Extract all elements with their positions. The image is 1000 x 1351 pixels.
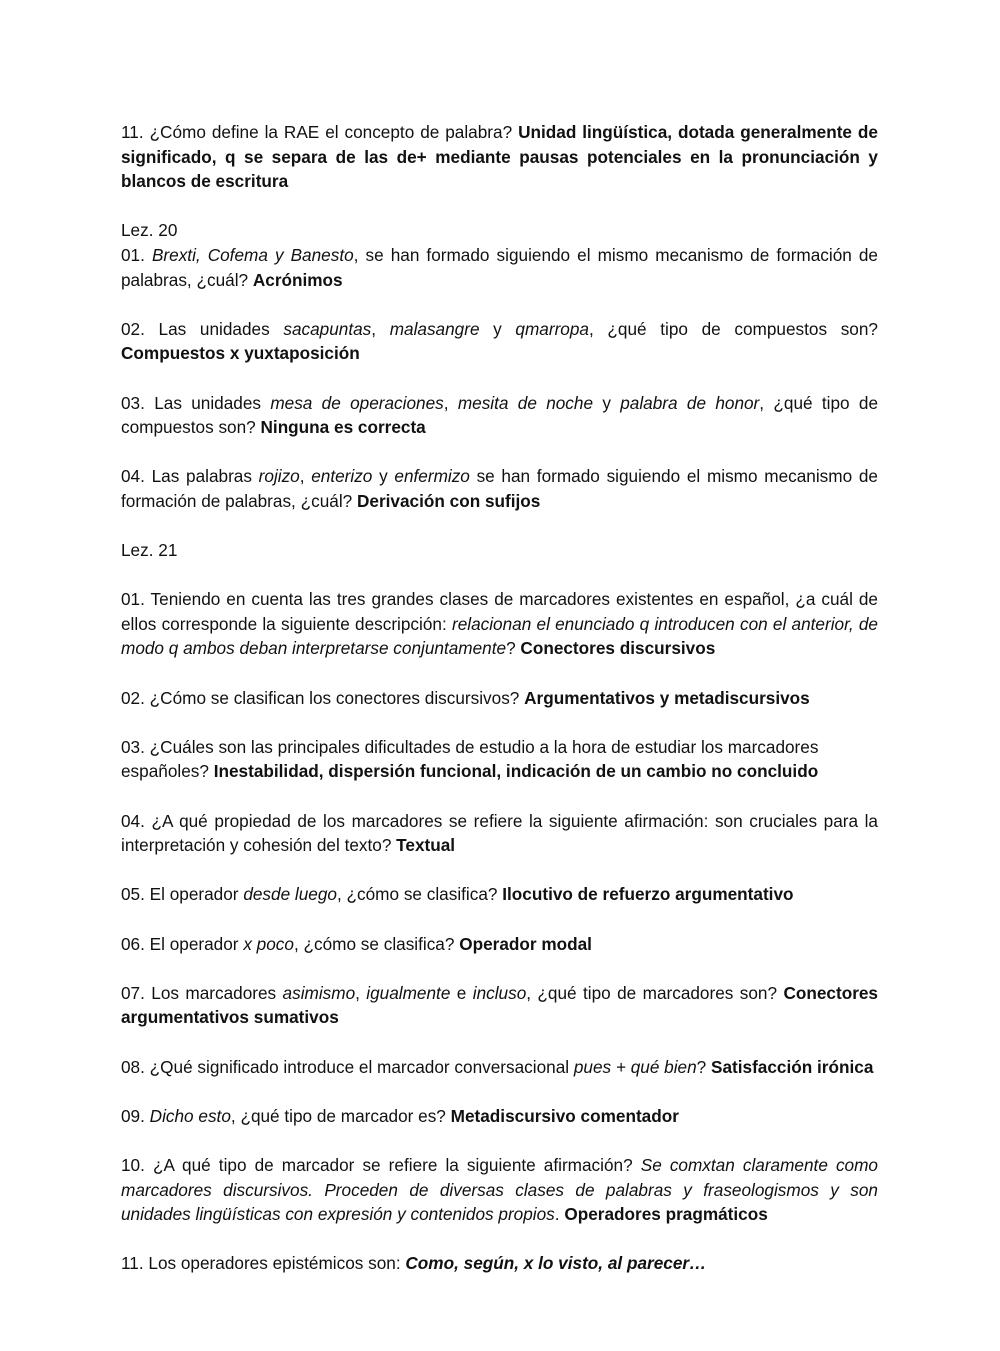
separator: e [450,982,473,1003]
question-text: ¿Cómo define la RAE el concepto de palabra? [149,122,519,142]
question-text: , ¿cómo se clasifica? [293,933,460,954]
question-text: 05. El operador [121,884,244,905]
question-text: , ¿qué tipo de marcadores son? [526,982,784,1003]
question-paragraph [121,120,878,194]
section-heading: Lez. 21 [121,540,178,561]
question-paragraph [121,243,878,292]
document-body [121,120,878,1301]
separator: y [479,318,516,339]
italic-term: igualmente [366,982,451,1003]
answer-text: Inestabilidad, dispersión funcional, indicación de un cambio no concluido [213,761,819,782]
italic-term: Brexti, Cofema y Banesto [151,244,354,265]
question-text: 10. ¿A qué tipo de marcador se refiere la siguiente afirmación? [121,1154,641,1175]
italic-term: qmarropa [515,318,589,339]
question-text: 07. Los marcadores [121,982,283,1003]
question-text: , ¿cómo se clasifica? [336,884,503,905]
question-paragraph [121,882,878,907]
answer-text: Operadores pragmáticos [564,1204,768,1225]
question-text: , ¿qué tipo de compuestos son? [588,318,878,339]
question-text: 02. ¿Cómo se clasifican los conectores discursivos? [121,687,525,708]
question-paragraph [121,464,878,513]
question-paragraph [121,686,878,711]
question-number: 01. [121,244,152,265]
section-heading: Lez. 20 [121,220,178,241]
question-text: ? [696,1056,711,1077]
answer-text: Como, según, x lo visto, al parecer… [405,1253,707,1274]
answer-text: Acrónimos [252,269,343,290]
answer-text: Textual [396,835,456,856]
italic-term: mesita de noche [457,392,594,413]
question-paragraph [121,1153,878,1227]
question-text: 03. ¿Cuáles son las principales dificultades de estudio a la hora de estudiar los marcadores españoles? [121,736,819,782]
italic-term: rojizo [258,466,300,487]
question-text: 01. Teniendo en cuenta las tres grandes clases de marcadores existentes en español, ¿a cuál de ellos corresponde la siguiente descripción: [121,589,878,634]
italic-term: desde luego [243,884,337,905]
answer-text: Ilocutivo de refuerzo argumentativo [502,884,794,905]
question-text: se han formado siguiendo el mismo mecanismo de formación de palabras, ¿cuál? [121,466,878,511]
italic-quote: Se comxtan claramente como marcadores discursivos. Proceden de diversas clases de palabras y fraseologismos y son unidades lingüísticas con expresión y contenidos propios [121,1154,878,1225]
answer-text: Operador modal [459,933,592,954]
italic-term: pues + qué bien [573,1056,697,1077]
answer-text: Satisfacción irónica [711,1056,874,1077]
question-paragraph [121,317,878,366]
italic-term: enfermizo [394,466,470,487]
answer-text: Ninguna es correcta [260,417,426,438]
question-text: , ¿qué tipo de marcador es? [230,1105,451,1126]
separator: , [355,982,367,1003]
question-paragraph [121,391,878,440]
answer-text: Conectores discursivos [520,638,716,659]
question-paragraph [121,1055,878,1080]
question-text: 08. ¿Qué significado introduce el marcador conversacional [121,1056,574,1077]
italic-term: enterizo [311,466,373,487]
separator: , [299,466,312,487]
separator: , [371,318,390,339]
italic-term: palabra de honor [620,392,760,413]
question-paragraph [121,932,878,957]
italic-term: sacapuntas [283,318,372,339]
italic-term: incluso [472,982,527,1003]
question-text: 03. Las unidades [121,392,271,413]
separator: y [372,466,395,487]
question-text: 04. Las palabras [121,466,259,487]
answer-text: Unidad lingüística, dotada generalmente de significado, q se separa de las de+ mediante pausas potenciales en la pronunciación y blancos de escritura [121,122,878,192]
italic-term: mesa de operaciones [270,392,444,413]
question-paragraph [121,735,878,784]
answer-text: Conectores argumentativos sumativos [121,982,878,1028]
question-text: ? [506,638,521,659]
question-text: 06. El operador [121,933,244,954]
italic-term: Dicho esto [149,1105,231,1126]
separator: y [593,392,621,413]
separator: , [443,392,458,413]
answer-text: Compuestos x yuxtaposición [121,343,360,364]
question-text: , se han formado siguiendo el mismo mecanismo de formación de palabras, ¿cuál? [121,244,878,290]
italic-term: asimismo [282,982,356,1003]
question-paragraph [121,587,878,661]
question-paragraph [121,981,878,1030]
question-number: 11. [121,122,150,142]
question-paragraph [121,1251,878,1276]
question-text: 04. ¿A qué propiedad de los marcadores se refiere la siguiente afirmación: son cruciales para la interpretación y cohesión del texto? [121,810,878,856]
question-text: . [554,1204,565,1225]
question-paragraph [121,809,878,858]
italic-quote: relacionan el enunciado q introducen con el anterior, de modo q ambos deban interpretarse conjuntamente [121,613,878,659]
question-text: 09. [121,1105,150,1126]
answer-text: Derivación con sufijos [356,490,541,511]
italic-term: x poco [243,933,294,954]
question-text: 11. Los operadores epistémicos son: [121,1253,406,1274]
answer-text: Metadiscursivo comentador [450,1105,679,1126]
answer-text: Argumentativos y metadiscursivos [524,687,810,708]
question-text: , ¿qué tipo de compuestos son? [121,392,879,438]
question-text: 02. Las unidades [121,318,284,339]
italic-term: malasangre [389,318,480,339]
question-paragraph [121,1104,878,1129]
